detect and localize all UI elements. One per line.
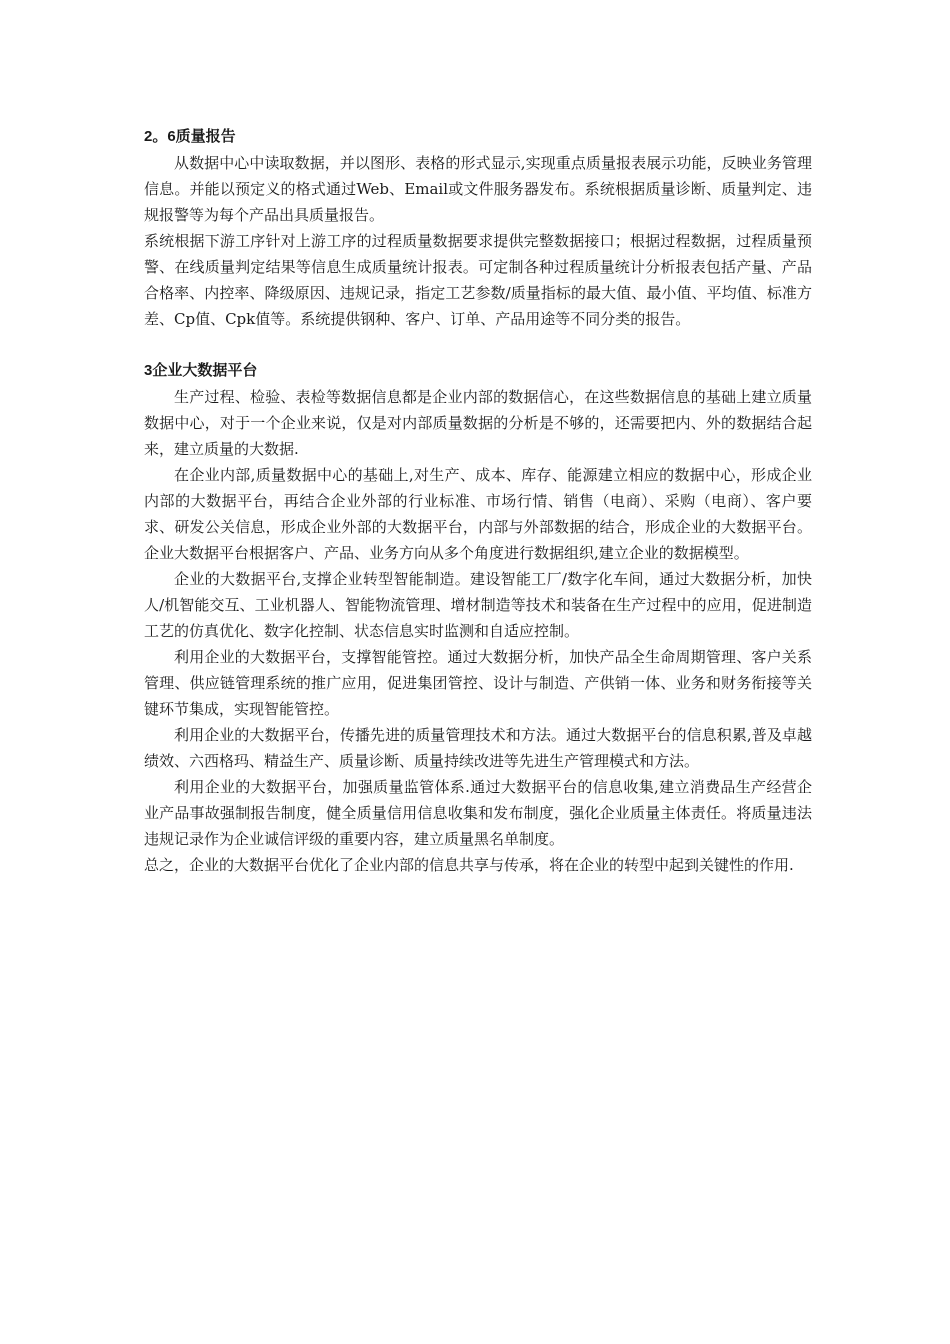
paragraph: 在企业内部,质量数据中心的基础上,对生产、成本、库存、能源建立相应的数据中心，形成企业内部的大数据平台，再结合企业外部的行业标准、市场行情、销售（电商）、采购（电商）、客户要求、研发公关信息，形成企业外部的大数据平台，内部与外部数据的结合，形成企业的大数据平台。企业大数据平台根据客户、产品、业务方向从多个角度进行数据组织,建立企业的数据模型。 [144,466,812,562]
section-heading-big-data-platform: 3企业大数据平台 [144,362,258,379]
paragraph: 系统根据下游工序针对上游工序的过程质量数据要求提供完整数据接口；根据过程数据，过程质量预警、在线质量判定结果等信息生成质量统计报表。可定制各种过程质量统计分析报表包括产量、产品合格率、内控率、降级原因、违规记录，指定工艺参数/质量指标的最大值、最小值、平均值、标准方差、Cp值、Cpk值等。系统提供钢种、客户、订单、产品用途等不同分类的报告。 [144,232,812,328]
paragraph: 企业的大数据平台,支撑企业转型智能制造。建设智能工厂/数字化车间，通过大数据分析，加快人/机智能交互、工业机器人、智能物流管理、增材制造等技术和装备在生产过程中的应用，促进制造工艺的仿真优化、数字化控制、状态信息实时监测和自适应控制。 [144,570,812,640]
paragraph: 利用企业的大数据平台，加强质量监管体系.通过大数据平台的信息收集,建立消费品生产经营企业产品事故强制报告制度，健全质量信用信息收集和发布制度，强化企业质量主体责任。将质量违法违规记录作为企业诚信评级的重要内容，建立质量黑名单制度。 [144,778,812,848]
paragraph: 总之，企业的大数据平台优化了企业内部的信息共享与传承，将在企业的转型中起到关键性的作用. [144,856,794,874]
paragraph: 利用企业的大数据平台，传播先进的质量管理技术和方法。通过大数据平台的信息积累,普及卓越绩效、六西格玛、精益生产、质量诊断、质量持续改进等先进生产管理模式和方法。 [144,726,812,770]
paragraph: 从数据中心中读取数据，并以图形、表格的形式显示,实现重点质量报表展示功能，反映业务管理信息。并能以预定义的格式通过Web、Email或文件服务器发布。系统根据质量诊断、质量判定、违规报警等为每个产品出具质量报告。 [144,154,812,224]
paragraph: 生产过程、检验、表检等数据信息都是企业内部的数据信心，在这些数据信息的基础上建立质量数据中心，对于一个企业来说，仅是对内部质量数据的分析是不够的，还需要把内、外的数据结合起来，建立质量的大数据. [144,388,812,458]
document-body [144,124,812,878]
paragraph: 利用企业的大数据平台，支撑智能管控。通过大数据分析，加快产品全生命周期管理、客户关系管理、供应链管理系统的推广应用，促进集团管控、设计与制造、产供销一体、业务和财务衔接等关键环节集成，实现智能管控。 [144,648,812,718]
section-heading-quality-report: 2。6质量报告 [144,128,236,145]
